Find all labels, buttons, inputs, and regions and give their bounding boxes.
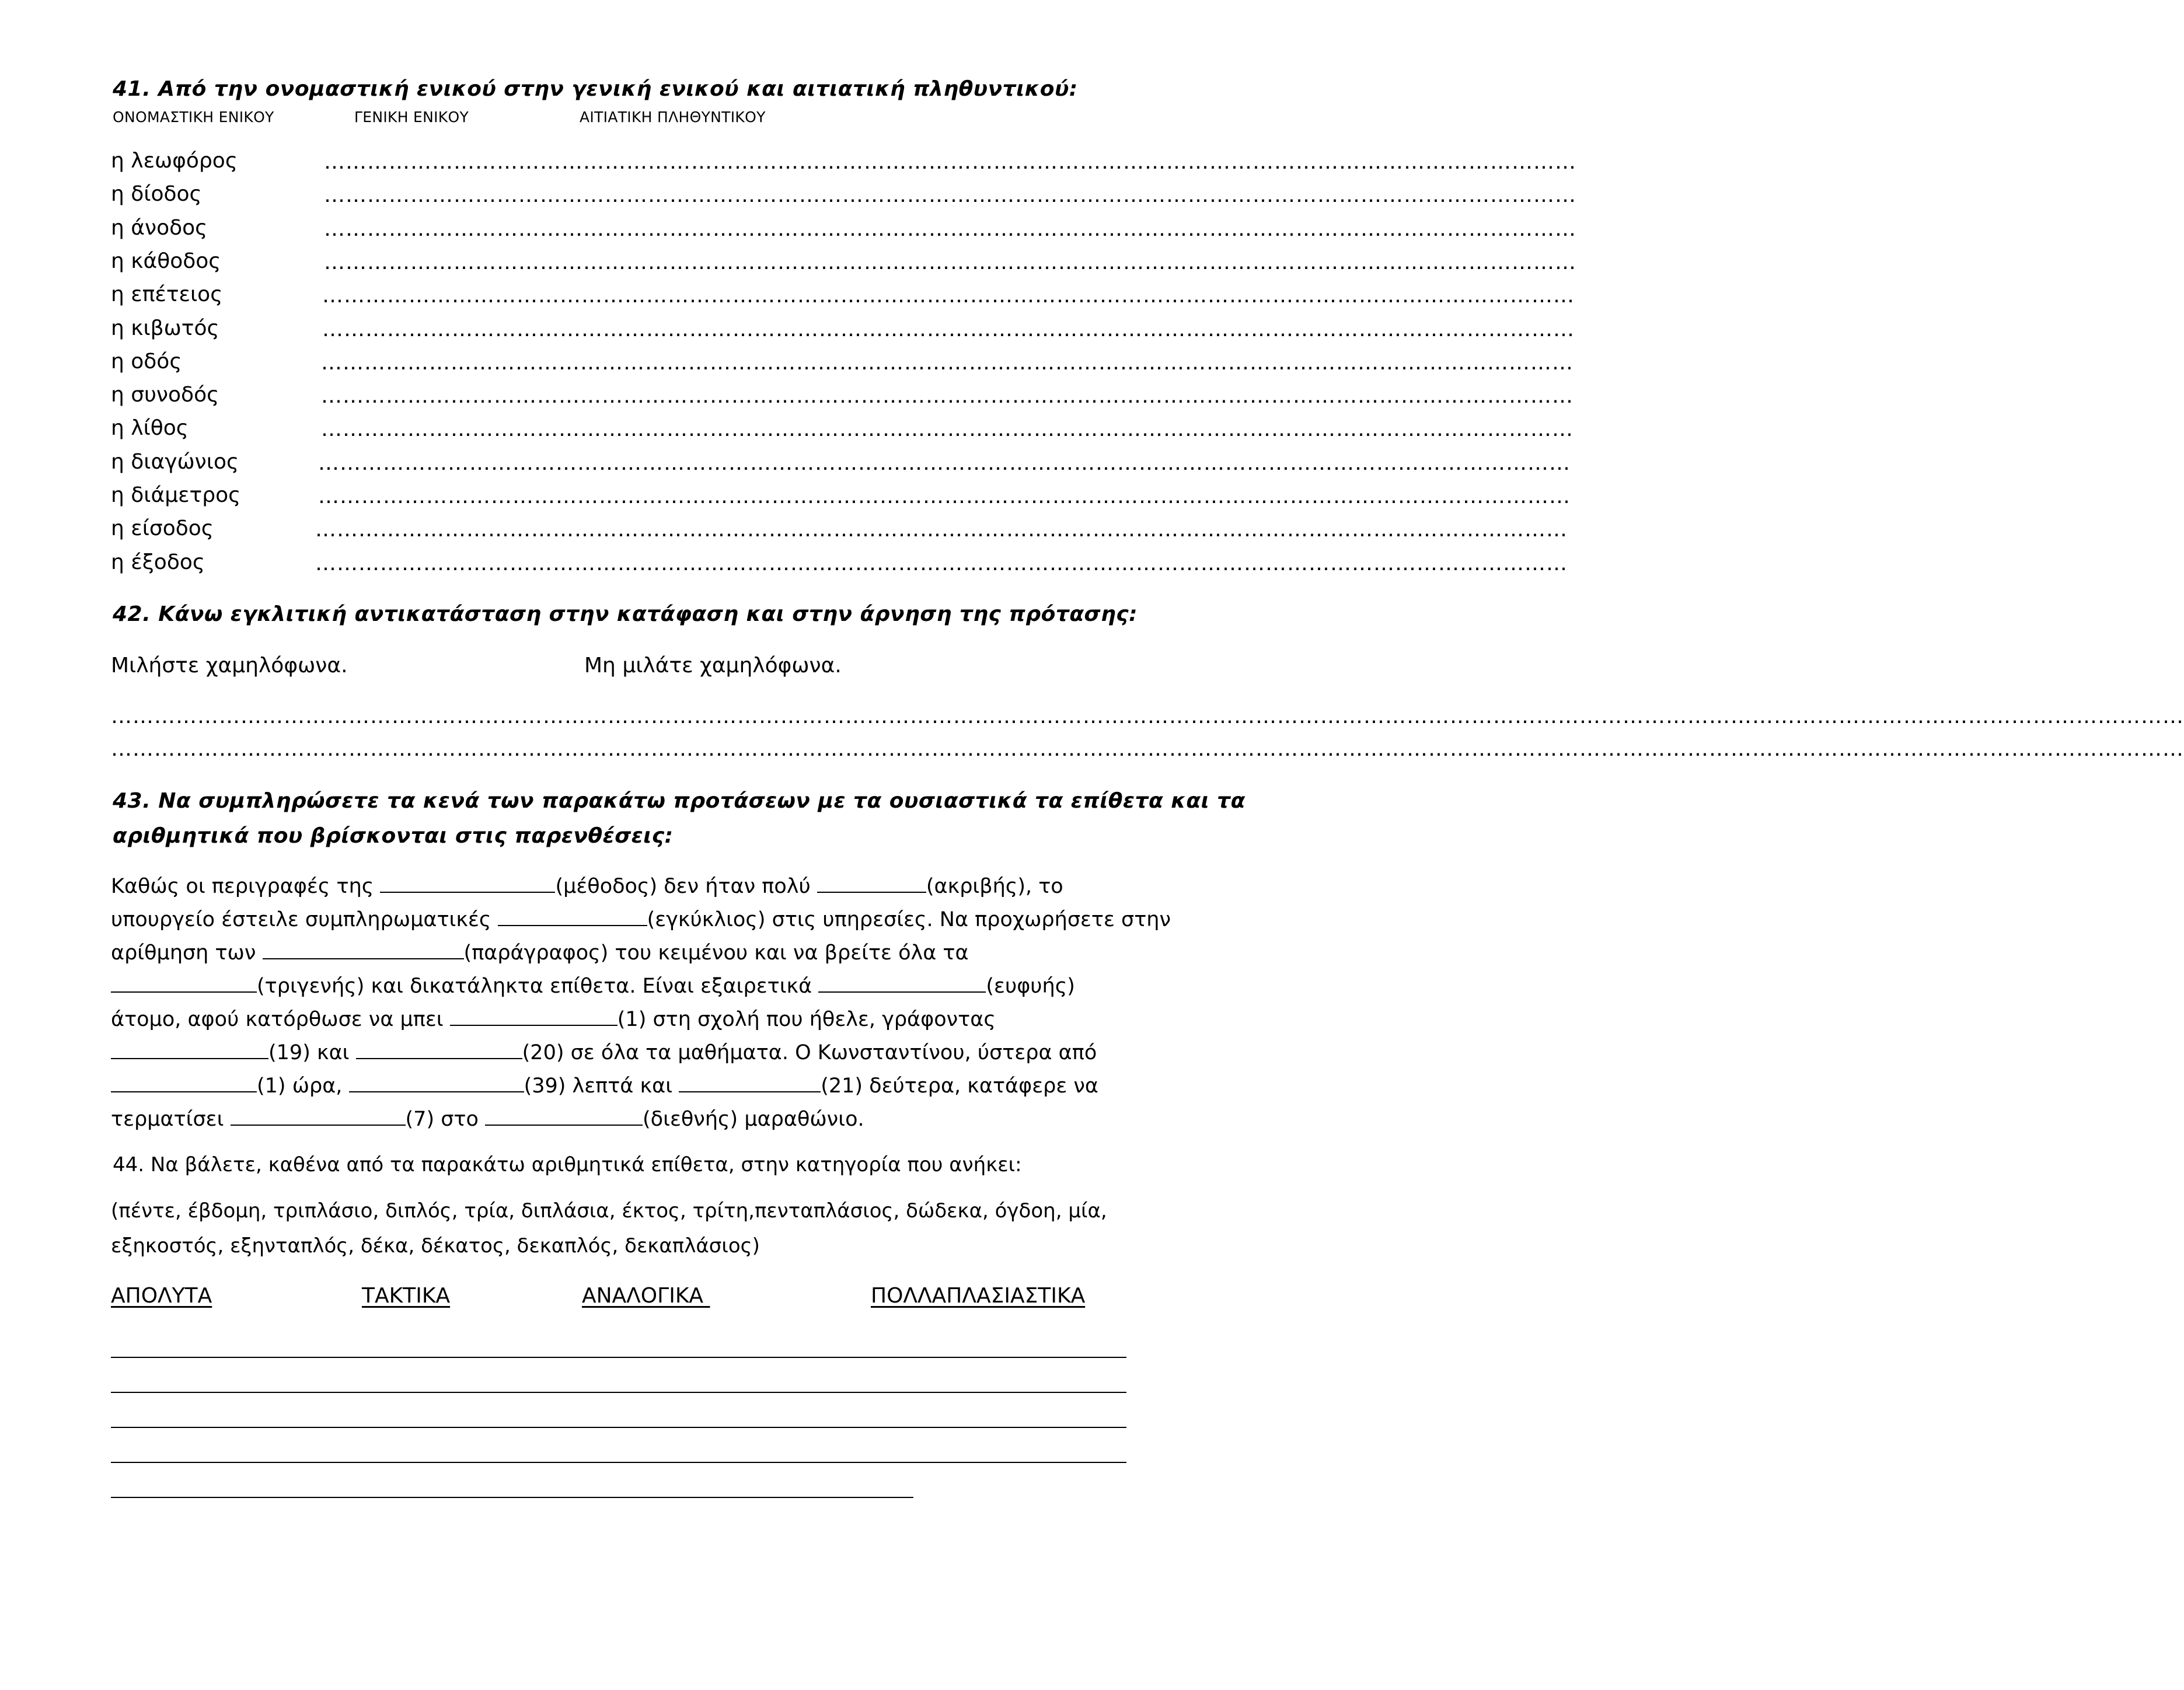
q44-answer-line-3[interactable] [111,1427,1126,1428]
q41-word: η άνοδος [111,215,208,240]
text: (20) σε όλα τα μαθήματα. Ο Κωνσταντίνου, ύστερα από [522,1041,1097,1064]
q41-word: η δίοδος [111,182,202,207]
q44-category-analogika: ΑΝΑΛΟΓΙΚΑ [582,1284,710,1308]
text: (19) και [268,1041,356,1064]
blank-egkyklios[interactable] [498,905,647,926]
q41-word: η λεωφόρος [111,149,238,173]
q41-word: η είσοδος [111,516,214,541]
text: άτομο, αφού κατόρθωσε να μπει [111,1008,450,1031]
q42-affirmative: Μιλήστε χαμηλόφωνα. [111,654,348,678]
blank-akrivis[interactable] [817,872,926,893]
q44-answer-line-5[interactable] [111,1497,913,1498]
q41-word: η οδός [111,349,182,373]
q43-line-3 [111,937,969,970]
text: (39) λεπτά και [524,1074,679,1098]
q44-title: 44. Να βάλετε, καθένα από τα παρακάτω αριθμητικά επίθετα, στην κατηγορία που ανήκει: [113,1153,1022,1176]
text: Καθώς οι περιγραφές της [111,875,381,898]
blank-1[interactable] [450,1005,617,1026]
q41-word: η κιβωτός [111,316,219,340]
q41-answer-line[interactable]: ………………………………………………………………………………………………………………………………………………………… [324,217,1576,241]
q43-title-line-2: αριθμητικά που βρίσκονται στις παρενθέσεις: [113,824,674,848]
text: (1) στη σχολή που ήθελε, γράφοντας [617,1008,996,1031]
q42-answer-line-2[interactable]: ……………………………………………………………………………………………………………………………………………………………………………………………………………………………………………………………… [111,737,2184,761]
q41-title: 41. Από την ονομαστική ενικού στην γενική ενικού και αιτιατική πληθυντικού: [113,77,1078,101]
text: (παράγραφος) του κειμένου και να βρείτε όλα τα [463,941,969,965]
q43-line-7 [111,1070,1098,1103]
q43-line-6 [111,1036,1097,1070]
q41-answer-line[interactable]: ………………………………………………………………………………………………………………………………………………………… [315,518,1568,542]
blank-eyfyis[interactable] [818,972,986,993]
text: (ακριβής), το [926,875,1063,898]
q41-col-genitive: ΓΕΝΙΚΗ ΕΝΙΚΟΥ [354,109,469,125]
text: (τριγενής) και δικατάληκτα επίθετα. Είναι εξαιρετικά [257,975,819,998]
q41-answer-line[interactable]: ………………………………………………………………………………………………………………………………………………………… [322,317,1575,341]
q41-answer-line[interactable]: ………………………………………………………………………………………………………………………………………………………… [324,150,1576,174]
q41-answer-line[interactable]: ………………………………………………………………………………………………………………………………………………………… [321,417,1574,442]
q41-answer-line[interactable]: ………………………………………………………………………………………………………………………………………………………… [318,484,1571,508]
blank-39[interactable] [349,1071,524,1092]
q43-line-8 [111,1103,864,1136]
q44-list-line-1: (πέντε, έβδομη, τριπλάσιο, διπλός, τρία, διπλάσια, έκτος, τρίτη,πενταπλάσιος, δώδεκα, όγδοη, μία, [111,1199,1107,1223]
blank-19[interactable] [111,1038,268,1059]
q41-word: η έξοδος [111,550,205,574]
q43-line-5 [111,1003,996,1036]
text: (7) στο [405,1108,486,1131]
q42-negative: Μη μιλάτε χαμηλόφωνα. [584,654,842,678]
q41-word: η λίθος [111,416,189,441]
q44-list-line-2: εξηκοστός, εξηνταπλός, δέκα, δέκατος, δεκαπλός, δεκαπλάσιος) [111,1234,760,1258]
q41-word: η κάθοδος [111,249,221,273]
q43-line-4 [111,970,1075,1003]
text: (ευφυής) [986,975,1075,998]
q41-answer-line[interactable]: ………………………………………………………………………………………………………………………………………………………… [321,384,1574,408]
blank-7[interactable] [231,1105,406,1126]
blank-trigenis[interactable] [111,972,257,993]
q41-col-nominative: ΟΝΟΜΑΣΤΙΚΗ ΕΝΙΚΟΥ [113,109,274,125]
text: (1) ώρα, [257,1074,349,1098]
q41-word: η συνοδός [111,383,219,407]
blank-1-ora[interactable] [111,1071,257,1092]
text: (21) δεύτερα, κατάφερε να [821,1074,1099,1098]
text: (εγκύκλιος) στις υπηρεσίες. Να προχωρήσετε στην [647,908,1171,931]
q41-answer-line[interactable]: ………………………………………………………………………………………………………………………………………………………… [318,451,1571,475]
q41-word: η διαγώνιος [111,449,239,474]
text: τερματίσει [111,1108,231,1131]
q44-answer-line-2[interactable] [111,1392,1126,1393]
q41-answer-line[interactable]: ………………………………………………………………………………………………………………………………………………………… [324,183,1576,208]
q41-answer-line[interactable]: ………………………………………………………………………………………………………………………………………………………… [322,284,1575,308]
q41-answer-line[interactable]: ………………………………………………………………………………………………………………………………………………………… [321,350,1574,375]
text: (μέθοδος) δεν ήταν πολύ [555,875,817,898]
q44-answer-line-1[interactable] [111,1357,1126,1358]
blank-methodos[interactable] [380,872,555,893]
q44-category-pollaplasiastika: ΠΟΛΛΑΠΛΑΣΙΑΣΤΙΚΑ [871,1284,1086,1308]
blank-diethnis[interactable] [485,1105,643,1126]
q44-category-taktika: ΤΑΚΤΙΚΑ [362,1284,451,1308]
q41-word: η επέτειος [111,282,223,307]
blank-paragrafos[interactable] [263,938,464,959]
q41-answer-line[interactable]: ………………………………………………………………………………………………………………………………………………………… [315,551,1568,575]
blank-20[interactable] [356,1038,522,1059]
text: αρίθμηση των [111,941,263,965]
q42-answer-line-1[interactable]: ……………………………………………………………………………………………………………………………………………………………………………………………………………………………………………………………… [111,704,2184,728]
q41-answer-line[interactable]: ………………………………………………………………………………………………………………………………………………………… [324,250,1576,274]
q43-line-2 [111,903,1171,937]
blank-21[interactable] [679,1071,821,1092]
q43-title-line-1: 43. Να συμπληρώσετε τα κενά των παρακάτω προτάσεων με τα ουσιαστικά τα επίθετα και τα [113,789,1245,813]
q43-line-1 [111,870,1063,903]
q44-answer-line-4[interactable] [111,1462,1126,1463]
q44-category-apolyta: ΑΠΟΛΥΤΑ [111,1284,212,1308]
text: (διεθνής) μαραθώνιο. [643,1108,864,1131]
text: υπουργείο έστειλε συμπληρωματικές [111,908,498,931]
q41-word: η διάμετρος [111,483,241,507]
q42-title: 42. Κάνω εγκλιτική αντικατάσταση στην κατάφαση και στην άρνηση της πρότασης: [113,602,1138,626]
q41-col-accusative: ΑΙΤΙΑΤΙΚΗ ΠΛΗΘΥΝΤΙΚΟΥ [580,109,766,125]
